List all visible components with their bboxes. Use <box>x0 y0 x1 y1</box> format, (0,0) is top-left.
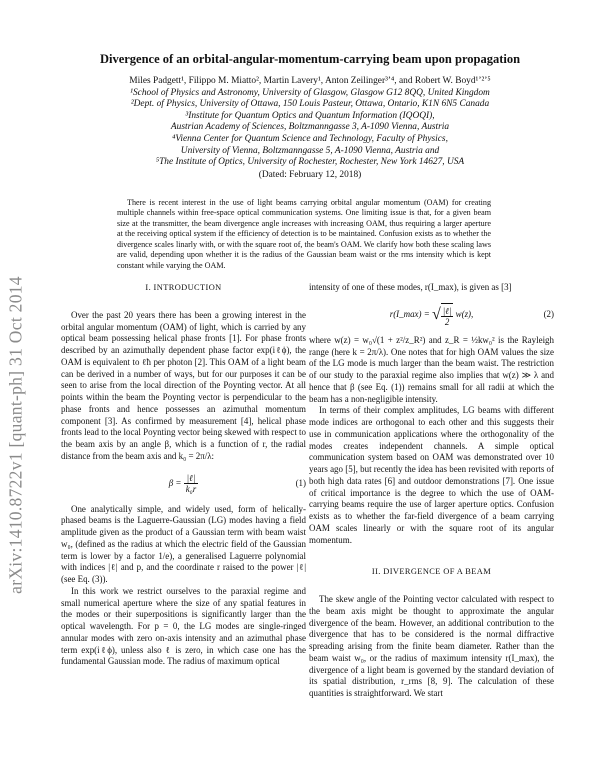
equation-1-lhs: β = <box>168 477 182 488</box>
arxiv-stamp-text: arXiv:1410.8722v1 [quant-ph] 31 Oct 2014 <box>5 276 26 594</box>
author-block <box>60 76 560 181</box>
dated-line: (Dated: February 12, 2018) <box>258 169 362 180</box>
equation-2-sqrt <box>432 303 453 327</box>
equation-1-numerator: |ℓ| <box>184 473 199 484</box>
intro-paragraph-5: In terms of their complex amplitudes, LG beams with different mode indices are orthogonal to each other and this suggests their use in communication applications where the orthogonality of the modes creates independent channels. A simple optical communication system based on OAM was demonstrated over 10 years ago [5], but recently the idea has been revisited with reports of both high data rates [6] and outdoor demonstrations [7]. One issue of critical importance is the degree to which the use of OAM-carrying beams require the use of larger aperture optics. Confusion exists as to whether the far-field divergence of a beam carrying OAM scales linearly or with the square root of its angular momentum. <box>309 405 554 545</box>
equation-1-fraction <box>184 473 199 494</box>
equation-2-rhs: w(z), <box>455 308 474 319</box>
affiliation-4: ⁴Vienna Center for Quantum Science and Technology, Faculty of Physics, <box>172 133 448 144</box>
intro-paragraph-4: where w(z) = w₀√(1 + z²/z_R²) and z_R = ½kw₀² is the Rayleigh range (here k = 2π/λ). One notes that for high OAM values the size of the LG mode is much larger than the beam waist. The restriction of our study to the paraxial regime also implies that w(z) ≫ λ and hence that β (see Eq. (1)) remains small for all radii at which the beam has a non-negligible intensity. <box>309 334 554 404</box>
equation-1-denominator: k₀r <box>185 483 197 494</box>
equation-1-number: (1) <box>295 477 306 488</box>
author-list: Miles Padgett¹, Filippo M. Miatto², Martin Lavery¹, Anton Zeilinger³ʼ⁴, and Robert W. Boyd¹ʼ²ʼ⁵ <box>129 76 491 86</box>
equation-2-lhs: r(I_max) = <box>389 308 430 319</box>
equation-2-denominator: 2 <box>444 316 450 327</box>
intro-paragraph-1: Over the past 20 years there has been a growing interest in the orbital angular momentum (OAM) of light, which is carried by any optical beam possessing helical phase fronts [1]. For phase fronts described by an azimuthally dependent phase factor exp(iℓϕ), the OAM is equivalent to ℓħ per photon [2]. This OAM of a light beam can be derived in a number of ways, but for our purposes it can be seen to arise from the local direction of the Poynting vector. At all points within the beam the Poynting vector is perpendicular to the phase fronts and hence possesses an azimuthal momentum component [3]. As confirmed by measurement [4], helical phase fronts lead to the local Poynting vector being skewed with respect to the beam axis by an angle β, which is a function of r, the radial distance from the beam axis and k₀ = 2π/λ: <box>61 309 306 461</box>
affiliation-1: ¹School of Physics and Astronomy, University of Glasgow, Glasgow G12 8QQ, United Kingdom <box>130 87 490 98</box>
intro-paragraph-continued: intensity of one of these modes, r(I_max), is given as [3] <box>309 282 512 292</box>
equation-2-number: (2) <box>543 308 554 319</box>
affiliation-4b: University of Vienna, Boltzmanngasse 5, A-1090 Vienna, Austria and <box>180 145 440 156</box>
divergence-paragraph-1: The skew angle of the Pointing vector calculated with respect to the beam axis might be thought to approximate the angular divergence of the beam. However, an additional contribution to the divergence that has to be considered is the normal diffractive spreading arising from the finite beam diameter. Rather than the beam waist w₀, or the radius of maximum intensity r(I_max), the divergence of a light beam is governed by the standard deviation of its spatial distribution, r_rms [8, 9]. The calculation of these quantities is straightforward. We start <box>309 594 554 698</box>
arxiv-stamp <box>2 210 30 660</box>
sqrt-icon: √ <box>431 305 441 323</box>
paper-title: Divergence of an orbital-angular-momentum-carrying beam upon propagation <box>99 52 521 66</box>
intro-paragraph-2: One analytically simple, and widely used, form of helically-phased beams is the Laguerre-Gaussian (LG) modes having a field amplitude given as the product of a Gaussian term with beam waist w₀, (defined as the radius at which the electric field of the Gaussian term is lower by a factor 1/e), a generalised Laguerre polynomial with indices |ℓ| and p, and the coordinate r raised to the power |ℓ| (see Eq. (3)). <box>61 503 306 584</box>
section-heading-introduction: I. INTRODUCTION <box>145 283 222 292</box>
affiliation-3: ³Institute for Quantum Optics and Quantum Information (IQOQI), <box>185 110 435 121</box>
abstract: There is recent interest in the use of light beams carrying orbital angular momentum (OAM) for creating multiple channels within free-space optical communication systems. One limiting issue is that, for a given beam size at the transmitter, the beam divergence angle increases with increasing OAM, thus requiring a larger aperture at the receiving optical system if the efficiency of detection is to be maintained. Confusion exists as to whether the divergence scales linarly with, or with the square root of, the beam's OAM. We clarify how both these scaling laws are valid, depending upon whether it is the radius of the Gaussian beam waist or the rms intensity which is kept constant while varying the OAM. <box>117 198 491 270</box>
intro-paragraph-3: In this work we restrict ourselves to the paraxial regime and small numerical aperture where the size of any spatial features in the modes or their superpositions is significantly larger than the optical wavelength. For p = 0, the LG modes are single-ringed annular modes with zero on-axis intensity and an azimuthal phase term exp(iℓϕ), unless also ℓ is zero, in which case one has the fundamental Gaussian mode. The radius of maximum optical <box>61 585 306 667</box>
equation-1 <box>61 472 306 494</box>
equation-2-fraction <box>441 306 454 327</box>
right-column <box>309 282 554 700</box>
affiliation-5: ⁵The Institute of Optics, University of Rochester, Rochester, New York 14627, USA <box>155 157 465 168</box>
section-heading-divergence: II. DIVERGENCE OF A BEAM <box>371 567 492 577</box>
affiliation-2: ²Dept. of Physics, University of Ottawa, 150 Louis Pasteur, Ottawa, Ontario, K1N 6N5 Canada <box>130 99 490 110</box>
left-column <box>61 282 306 668</box>
equation-2-numerator: |ℓ| <box>442 305 452 316</box>
affiliation-3b: Austrian Academy of Sciences, Boltzmanngasse 3, A-1090 Vienna, Austria <box>170 122 450 133</box>
equation-2 <box>309 303 554 325</box>
